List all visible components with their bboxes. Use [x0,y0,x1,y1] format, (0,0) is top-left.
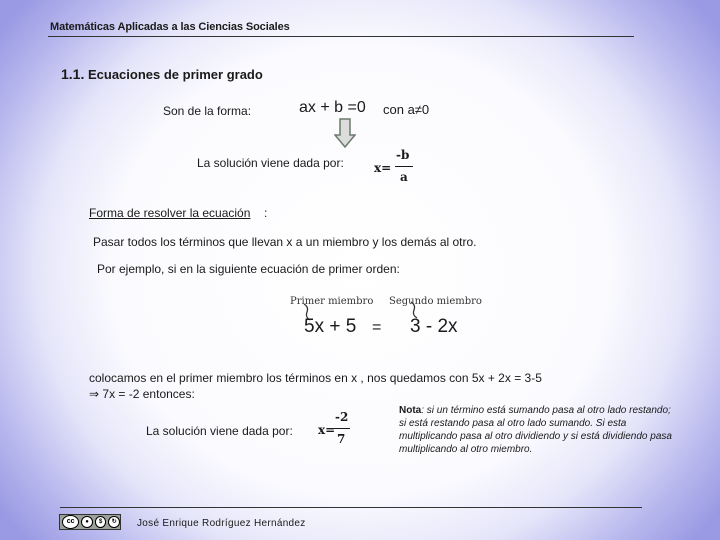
general-solution-numerator: -b [396,148,410,162]
license-badge[interactable] [59,514,121,530]
transposition-result [89,387,195,401]
method-title-colon: : [264,206,268,220]
header-title: Matemáticas Aplicadas a las Ciencias Sociales [50,21,290,33]
section-number: 1.1. [61,66,85,82]
general-solution-label: La solución viene dada por: [197,156,344,170]
fraction-bar [395,166,413,167]
header-divider [48,36,634,37]
example-solution-lhs: x= [318,423,336,437]
noncommercial-icon: $ [95,516,107,528]
transposition-result-text: 7x = -2 entonces: [102,387,195,401]
section-title [61,66,263,82]
equation-condition: con a≠0 [383,102,430,117]
equals-sign: = [372,319,382,336]
general-solution-lhs: x= [374,161,392,175]
note-text: : si un término está sumando pasa al otro lado restando; si está restando pasa al otro lado sumando. Si esta multiplicando pasa al otro dividiendo y si está dividiendo pasa multiplicando al otro miembro. [399,405,672,455]
attribution-icon: ● [81,516,93,528]
sharealike-icon: ↻ [108,516,120,528]
footer-divider [60,507,642,508]
form-label: Son de la forma: [163,104,252,118]
general-solution-formula [374,148,414,188]
example-equation [288,294,488,340]
section-title-text: Ecuaciones de primer grado [87,67,263,82]
second-member-label: Segundo miembro [389,296,482,307]
transposition-explanation: colocamos en el primer miembro los términos en x , nos quedamos con 5x + 2x = 3-5 [89,371,542,385]
example-solution-numerator: -2 [335,410,349,424]
first-member-label: Primer miembro [290,296,374,307]
note-box [399,404,679,456]
fraction-bar [334,428,350,429]
example-solution-label: La solución viene dada por: [146,424,293,438]
first-member: 5x + 5 [304,316,357,337]
method-step: Pasar todos los términos que llevan x a un miembro y los demás al otro. [93,235,477,249]
general-equation: ax + b =0 [299,99,366,116]
author-name: José Enrique Rodríguez Hernández [137,518,306,529]
general-solution-denominator: a [400,170,408,184]
down-arrow-icon [334,118,356,148]
example-intro: Por ejemplo, si en la siguiente ecuación de primer orden: [97,262,400,276]
note-label: Nota [399,405,422,416]
implies-icon: ⇒ [89,387,100,401]
example-solution-formula [318,410,358,450]
second-member: 3 - 2x [410,316,458,337]
example-solution-denominator: 7 [337,432,346,446]
creative-commons-icon: cc [62,515,79,529]
method-title: Forma de resolver la ecuación [89,206,251,220]
